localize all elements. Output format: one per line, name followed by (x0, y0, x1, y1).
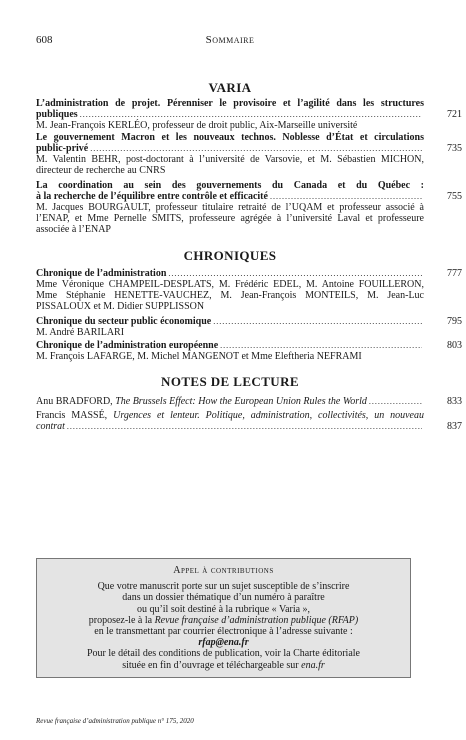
section-title-chroniques: CHRONIQUES (183, 248, 277, 263)
entry-author: M. André BARILARI (36, 327, 125, 338)
entry-page: 837 (447, 421, 462, 432)
section-title-varia: VARIA (208, 80, 252, 95)
section-title-notes: NOTES DE LECTURE (161, 374, 299, 389)
leader-dots (168, 268, 422, 279)
entry-page: 755 (447, 191, 462, 202)
entry-title-cont: à la recherche de l’équilibre entre contrôle et efficacité (36, 191, 268, 202)
toc-entry[interactable] (36, 98, 462, 131)
leader-dots (67, 421, 422, 432)
leader-dots (213, 316, 422, 327)
journal-name: Revue française d’administration publique (RFAP) (154, 614, 359, 626)
toc-entry[interactable] (36, 180, 462, 235)
leader-dots (80, 109, 422, 120)
entry-page: 721 (447, 109, 462, 120)
entry-page: 735 (447, 143, 462, 154)
entry-page: 795 (447, 316, 462, 327)
leader-dots (270, 191, 422, 202)
entry-title-cont: public-privé (36, 143, 89, 154)
website-link[interactable]: ena.fr (301, 659, 325, 671)
entry-page: 803 (447, 340, 462, 351)
entry-author: Mme Véronique CHAMPEIL-DESPLATS, M. Frédéric EDEL, M. Antoine FOUILLERON, Mme Stéphanie HENETTE-VAUCHEZ, M. Jean-François MONTEILS, M. Jean-Luc PISSALOUX et M. Didier SUPPLISSON (36, 279, 424, 312)
box-line: dans un dossier thématique d’un numéro à paraître (122, 592, 325, 604)
email-link[interactable]: rfap@ena.fr (198, 637, 249, 649)
entry-page: 777 (447, 268, 462, 279)
entry-page: 833 (447, 396, 462, 407)
entry-author: M. Jean-François KERLÉO, professeur de droit public, Aix-Marseille université (36, 120, 358, 131)
call-for-papers-box (36, 558, 411, 678)
box-line: proposez-le à la (88, 614, 153, 626)
entry-title: L’administration de projet. Pérenniser le provisoire et l’agilité dans les structures (36, 98, 424, 109)
note-author: Anu BRADFORD, (36, 396, 113, 407)
toc-entry[interactable] (36, 132, 462, 176)
entry-title: Chronique de l’administration (36, 268, 167, 279)
toc-entry[interactable] (36, 316, 462, 338)
box-line: Que votre manuscrit porte sur un sujet susceptible de s’inscrire (97, 581, 350, 593)
box-title: Appel à contributions (173, 565, 274, 576)
running-title: Sommaire (205, 34, 255, 46)
toc-entry[interactable] (36, 268, 462, 312)
toc-entry[interactable] (36, 410, 462, 432)
entry-author: M. Valentin BEHR, post-doctorant à l’université de Varsovie, et M. Sébastien MICHON, directeur de recherche au CNRS (36, 154, 424, 176)
entry-title-cont: publiques (36, 109, 78, 120)
note-author: Francis MASSÉ, (36, 410, 108, 421)
page-number: 608 (36, 34, 53, 46)
box-line: en le transmettant par courrier électronique à l’adresse suivante : (94, 626, 353, 638)
note-book-title-cont: contrat (36, 421, 65, 432)
entry-title: La coordination au sein des gouvernements du Canada et du Québec : (36, 180, 424, 191)
leader-dots (220, 340, 422, 351)
toc-entry[interactable] (36, 396, 462, 407)
page-footer: Revue française d’administration publique n° 175, 2020 (36, 717, 194, 725)
entry-title: Chronique du secteur public économique (36, 316, 212, 327)
entry-title: Le gouvernement Macron et les nouveaux technos. Noblesse d’État et circulations (36, 132, 424, 143)
box-line: située en fin d’ouvrage et téléchargeable sur (122, 659, 299, 671)
entry-title: Chronique de l’administration européenne (36, 340, 219, 351)
note-book-title: The Brussels Effect: How the European Union Rules the World (115, 396, 367, 407)
box-line: ou qu’il soit destiné à la rubrique « Varia », (136, 603, 311, 615)
toc-entry[interactable] (36, 340, 462, 362)
entry-author: M. Jacques BOURGAULT, professeur titulaire retraité de l’UQAM et professeur associé à l’ENAP, et Mme Pernelle SMITS, professeure agrégée à l’université Laval et professeure associée à l’ENAP (36, 202, 424, 235)
note-book-title: Urgences et lenteur. Politique, administration, collectivités, un nouveau (113, 410, 424, 421)
leader-dots (369, 396, 422, 407)
page-header (36, 34, 424, 48)
leader-dots (90, 143, 422, 154)
entry-author: M. François LAFARGE, M. Michel MANGENOT et Mme Eleftheria NEFRAMI (36, 351, 362, 362)
box-line: Pour le détail des conditions de publication, voir la Charte éditoriale (87, 648, 360, 660)
